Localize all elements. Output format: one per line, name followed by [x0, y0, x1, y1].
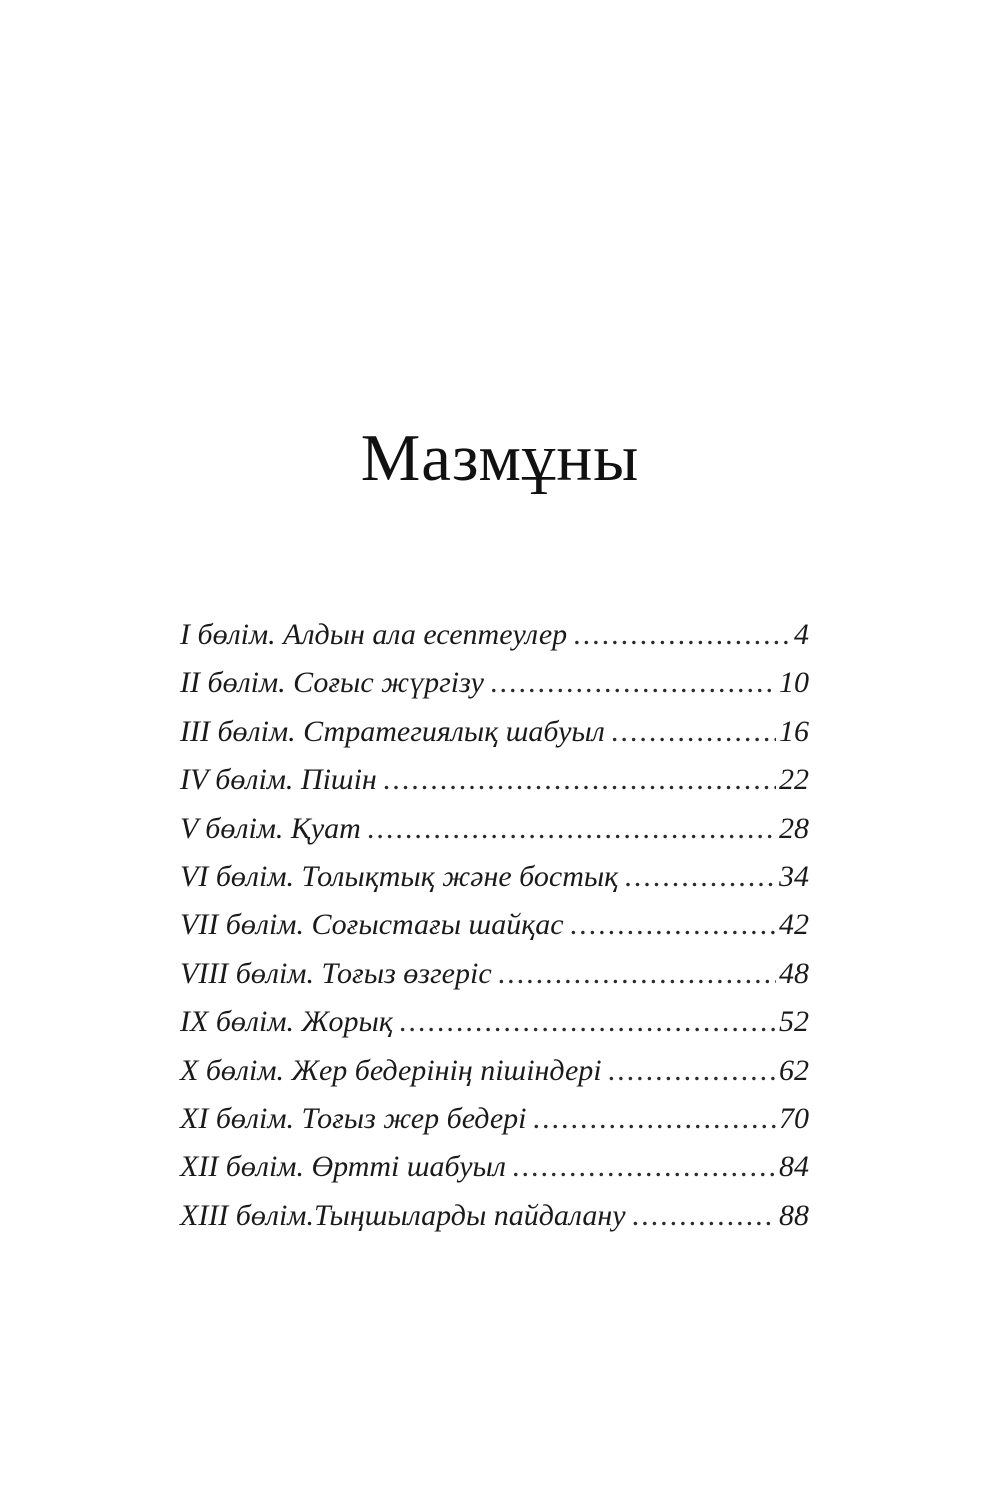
toc-entry-page: 52: [779, 1005, 809, 1039]
toc-entry-label: V бөлім. Қуат: [180, 811, 361, 845]
toc-entry: [180, 1143, 809, 1191]
toc-entry-page: 88: [779, 1198, 809, 1232]
contents-title: Мазмұны: [360, 421, 640, 495]
toc-dot-leader: [490, 659, 776, 707]
toc-entry: [180, 756, 809, 804]
toc-entry: [180, 901, 809, 949]
toc-dot-leader: [570, 901, 776, 949]
toc-entry: [180, 853, 809, 901]
toc-entry: [180, 1192, 809, 1240]
toc-dot-leader: [532, 1095, 776, 1143]
toc-entry: [180, 1095, 809, 1143]
toc-entry-label: VIII бөлім. Тоғыз өзгеріс: [180, 956, 492, 990]
toc-entry: [180, 805, 809, 853]
toc-entry: [180, 998, 809, 1046]
toc-dot-leader: [608, 1047, 776, 1095]
toc-entry-page: 70: [779, 1101, 809, 1135]
table-of-contents: [180, 611, 809, 1240]
toc-entry-label: XIII бөлім.Тыңшыларды пайдалану: [180, 1198, 626, 1232]
toc-dot-leader: [573, 611, 791, 659]
toc-dot-leader: [367, 805, 776, 853]
toc-dot-leader: [611, 708, 776, 756]
toc-entry: [180, 659, 809, 707]
toc-entry-page: 28: [779, 811, 809, 845]
toc-dot-leader: [624, 853, 776, 901]
toc-entry-page: 34: [779, 859, 809, 893]
toc-entry-label: IV бөлім. Пішін: [180, 763, 377, 797]
toc-entry-label: VII бөлім. Соғыстағы шайқас: [180, 908, 564, 942]
toc-entry: [180, 950, 809, 998]
toc-entry-page: 16: [779, 714, 809, 748]
toc-entry-page: 48: [779, 956, 809, 990]
toc-entry: [180, 1047, 809, 1095]
toc-entry: [180, 708, 809, 756]
toc-entry-label: I бөлім. Алдын ала есептеулер: [180, 618, 568, 651]
toc-entry-page: 42: [779, 908, 809, 942]
toc-entry-label: IX бөлім. Жорық: [180, 1005, 393, 1039]
toc-dot-leader: [632, 1192, 776, 1240]
toc-dot-leader: [512, 1143, 776, 1191]
toc-entry-label: II бөлім. Соғыс жүргізу: [180, 666, 484, 700]
toc-entry-page: 62: [779, 1053, 809, 1087]
toc-entry: [180, 611, 809, 659]
toc-dot-leader: [498, 950, 776, 998]
toc-entry-page: 22: [779, 763, 809, 797]
toc-entry-label: XI бөлім. Тоғыз жер бедері: [180, 1101, 527, 1135]
toc-entry-label: VI бөлім. Толықтық және бостық: [180, 859, 619, 893]
toc-dot-leader: [383, 756, 776, 804]
toc-entry-page: 4: [794, 618, 809, 651]
toc-entry-label: X бөлім. Жер бедерінің пішіндері: [180, 1053, 602, 1087]
toc-entry-page: 84: [779, 1150, 809, 1184]
toc-dot-leader: [399, 998, 776, 1046]
toc-entry-page: 10: [779, 666, 809, 700]
toc-entry-label: XII бөлім. Өртті шабуыл: [180, 1150, 506, 1184]
toc-entry-label: III бөлім. Стратегиялық шабуыл: [180, 714, 605, 748]
